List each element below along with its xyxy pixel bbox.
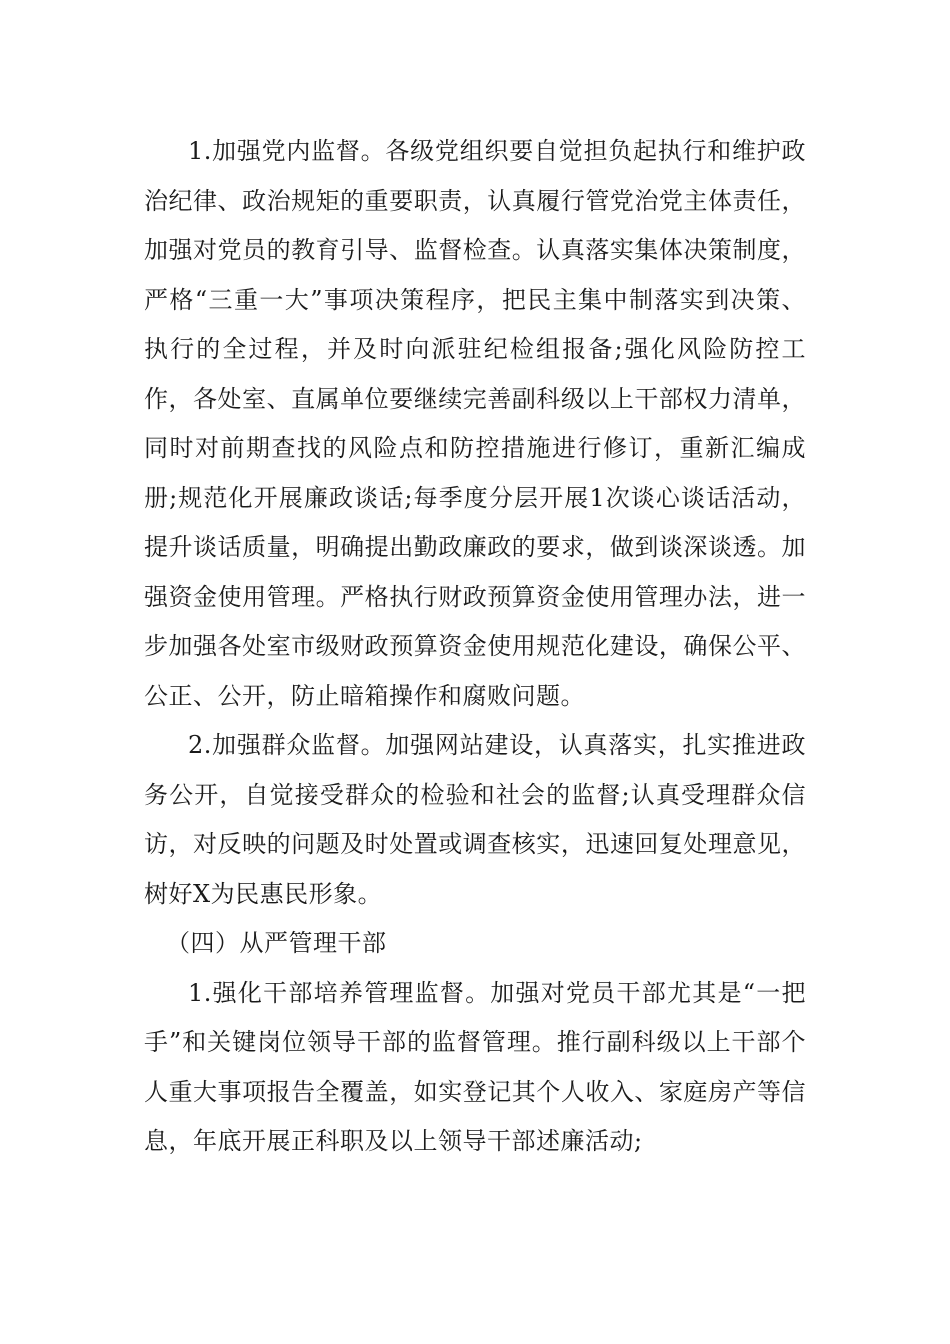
section-heading-cadre-management: （四）从严管理干部 [166, 929, 387, 957]
paragraph-cadre-training: 1.强化干部培养管理监督。加强对党员干部尤其是“一把手”和关键岗位领导干部的监督管理。推行副科级以上干部个人重大事项报告全覆盖，如实登记其个人收入、家庭房产等信息，年底开展正科职及以上领导干部述廉活动; [144, 978, 806, 1155]
paragraph-party-supervision: 1.加强党内监督。各级党组织要自觉担负起执行和维护政治纪律、政治规矩的重要职责，认真履行管党治党主体责任，加强对党员的教育引导、监督检查。认真落实集体决策制度，严格“三重一大”事项决策程序，把民主集中制落实到决策、执行的全过程，并及时向派驻纪检组报备;强化风险防控工作，各处室、直属单位要继续完善副科级以上干部权力清单，同时对前期查找的风险点和防控措施进行修订，重新汇编成册;规范化开展廉政谈话;每季度分层开展1次谈心谈话活动，提升谈话质量，明确提出勤政廉政的要求，做到谈深谈透。加强资金使用管理。严格执行财政预算资金使用管理办法，进一步加强各处室市级财政预算资金使用规范化建设，确保公平、公正、公开，防止暗箱操作和腐败问题。 [144, 137, 806, 710]
document-page [144, 127, 806, 1167]
paragraph-public-supervision: 2.加强群众监督。加强网站建设，认真落实，扎实推进政务公开，自觉接受群众的检验和社会的监督;认真受理群众信访，对反映的问题及时处置或调查核实，迅速回复处理意见，树好X为民惠民形象。 [144, 731, 806, 908]
